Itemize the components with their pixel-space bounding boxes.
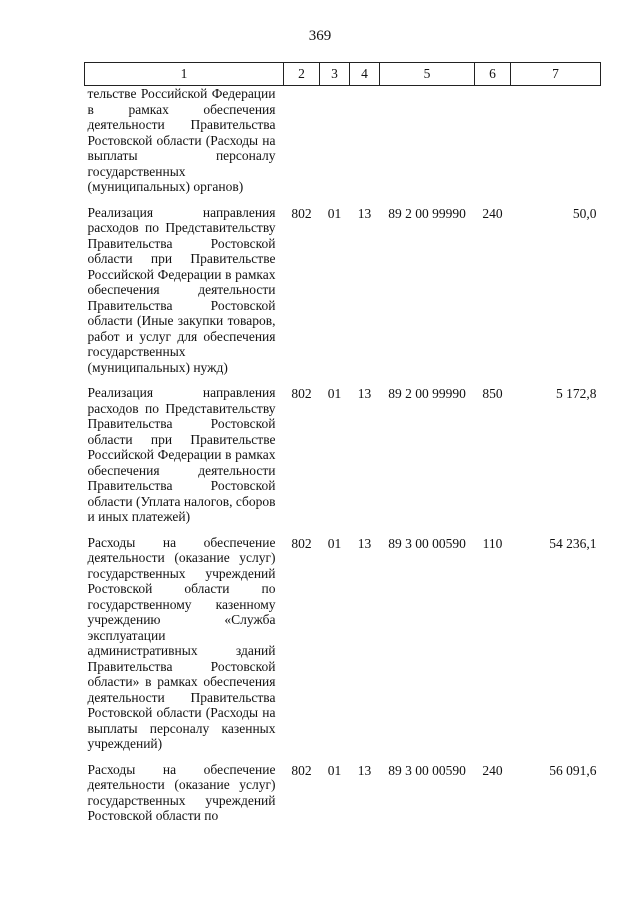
row-section-code — [320, 86, 350, 205]
row-ministry-code: 802 — [291, 205, 312, 221]
header-col-3: 3 — [320, 63, 350, 86]
row-ministry-code: 802 — [291, 386, 312, 401]
row-description: Реализация направления расходов по Представительству Правительства Ростовской области при Правительстве Российской Федерации в рамках обеспечения деятельности Правительства Ростовской области (Иные закупки товаров, работ и услуг для обеспечения государственных (муниципальных) нужд) — [87, 204, 276, 375]
row-expense-type: 110 — [482, 535, 503, 551]
row-description: Расходы на обеспечение деятельности (оказание услуг) государственных учреждений Ростовской области по государственному казенному учреждению «Служба эксплуатации административных зданий Правительства Ростовской области» в рамках обеспечения деятельности Правительства Ростовской области (Расходы на выплаты персоналу казенных учреждений) — [87, 534, 276, 751]
row-section-code: 01 — [327, 386, 342, 401]
header-col-2: 2 — [284, 63, 320, 86]
table-row — [85, 385, 601, 535]
row-amount: 50,0 — [572, 205, 597, 221]
row-expense-type — [475, 86, 511, 205]
row-description: Расходы на обеспечение деятельности (оказание услуг) государственных учреждений Ростовской области по — [87, 761, 276, 823]
row-subsection-code: 13 — [357, 205, 372, 221]
row-target-item: 89 3 00 00590 — [388, 762, 466, 778]
table-row — [85, 205, 601, 386]
row-description: Реализация направления расходов по Представительству Правительства Ростовской области при Правительстве Российской Федерации в рамках обеспечения деятельности Правительства Ростовской области (Уплата налогов, сборов и иных платежей) — [87, 385, 276, 524]
table-row — [85, 535, 601, 762]
row-amount: 54 236,1 — [549, 535, 597, 551]
row-expense-type: 240 — [482, 205, 503, 221]
row-target-item: 89 2 00 99990 — [388, 205, 466, 221]
header-col-1: 1 — [85, 63, 284, 86]
header-col-4: 4 — [350, 63, 380, 86]
table-row — [85, 762, 601, 834]
row-amount: 5 172,8 — [556, 386, 597, 401]
row-target-item: 89 3 00 00590 — [388, 535, 466, 551]
row-subsection-code: 13 — [357, 386, 372, 401]
row-amount — [511, 86, 601, 205]
row-section-code: 01 — [327, 205, 342, 221]
row-subsection-code — [350, 86, 380, 205]
row-target-item — [380, 86, 475, 205]
row-description: тельстве Российской Федерации в рамках обеспечения деятельности Правительства Ростовской области (Расходы на выплаты персоналу государственных (муниципальных) органов) — [87, 86, 276, 194]
page-number: 369 — [308, 28, 332, 44]
row-ministry-code — [284, 86, 320, 205]
row-expense-type: 850 — [482, 386, 503, 401]
row-subsection-code: 13 — [357, 762, 372, 778]
row-target-item: 89 2 00 99990 — [388, 386, 466, 401]
budget-table — [84, 62, 601, 834]
row-subsection-code: 13 — [357, 535, 372, 551]
row-ministry-code: 802 — [291, 762, 312, 778]
row-expense-type: 240 — [482, 762, 503, 778]
table-header — [85, 63, 601, 86]
header-col-7: 7 — [511, 63, 601, 86]
header-col-5: 5 — [380, 63, 475, 86]
table-row — [85, 86, 601, 205]
row-section-code: 01 — [327, 762, 342, 778]
row-amount: 56 091,6 — [549, 762, 597, 778]
row-ministry-code: 802 — [291, 535, 312, 551]
row-section-code: 01 — [327, 535, 342, 551]
header-col-6: 6 — [475, 63, 511, 86]
